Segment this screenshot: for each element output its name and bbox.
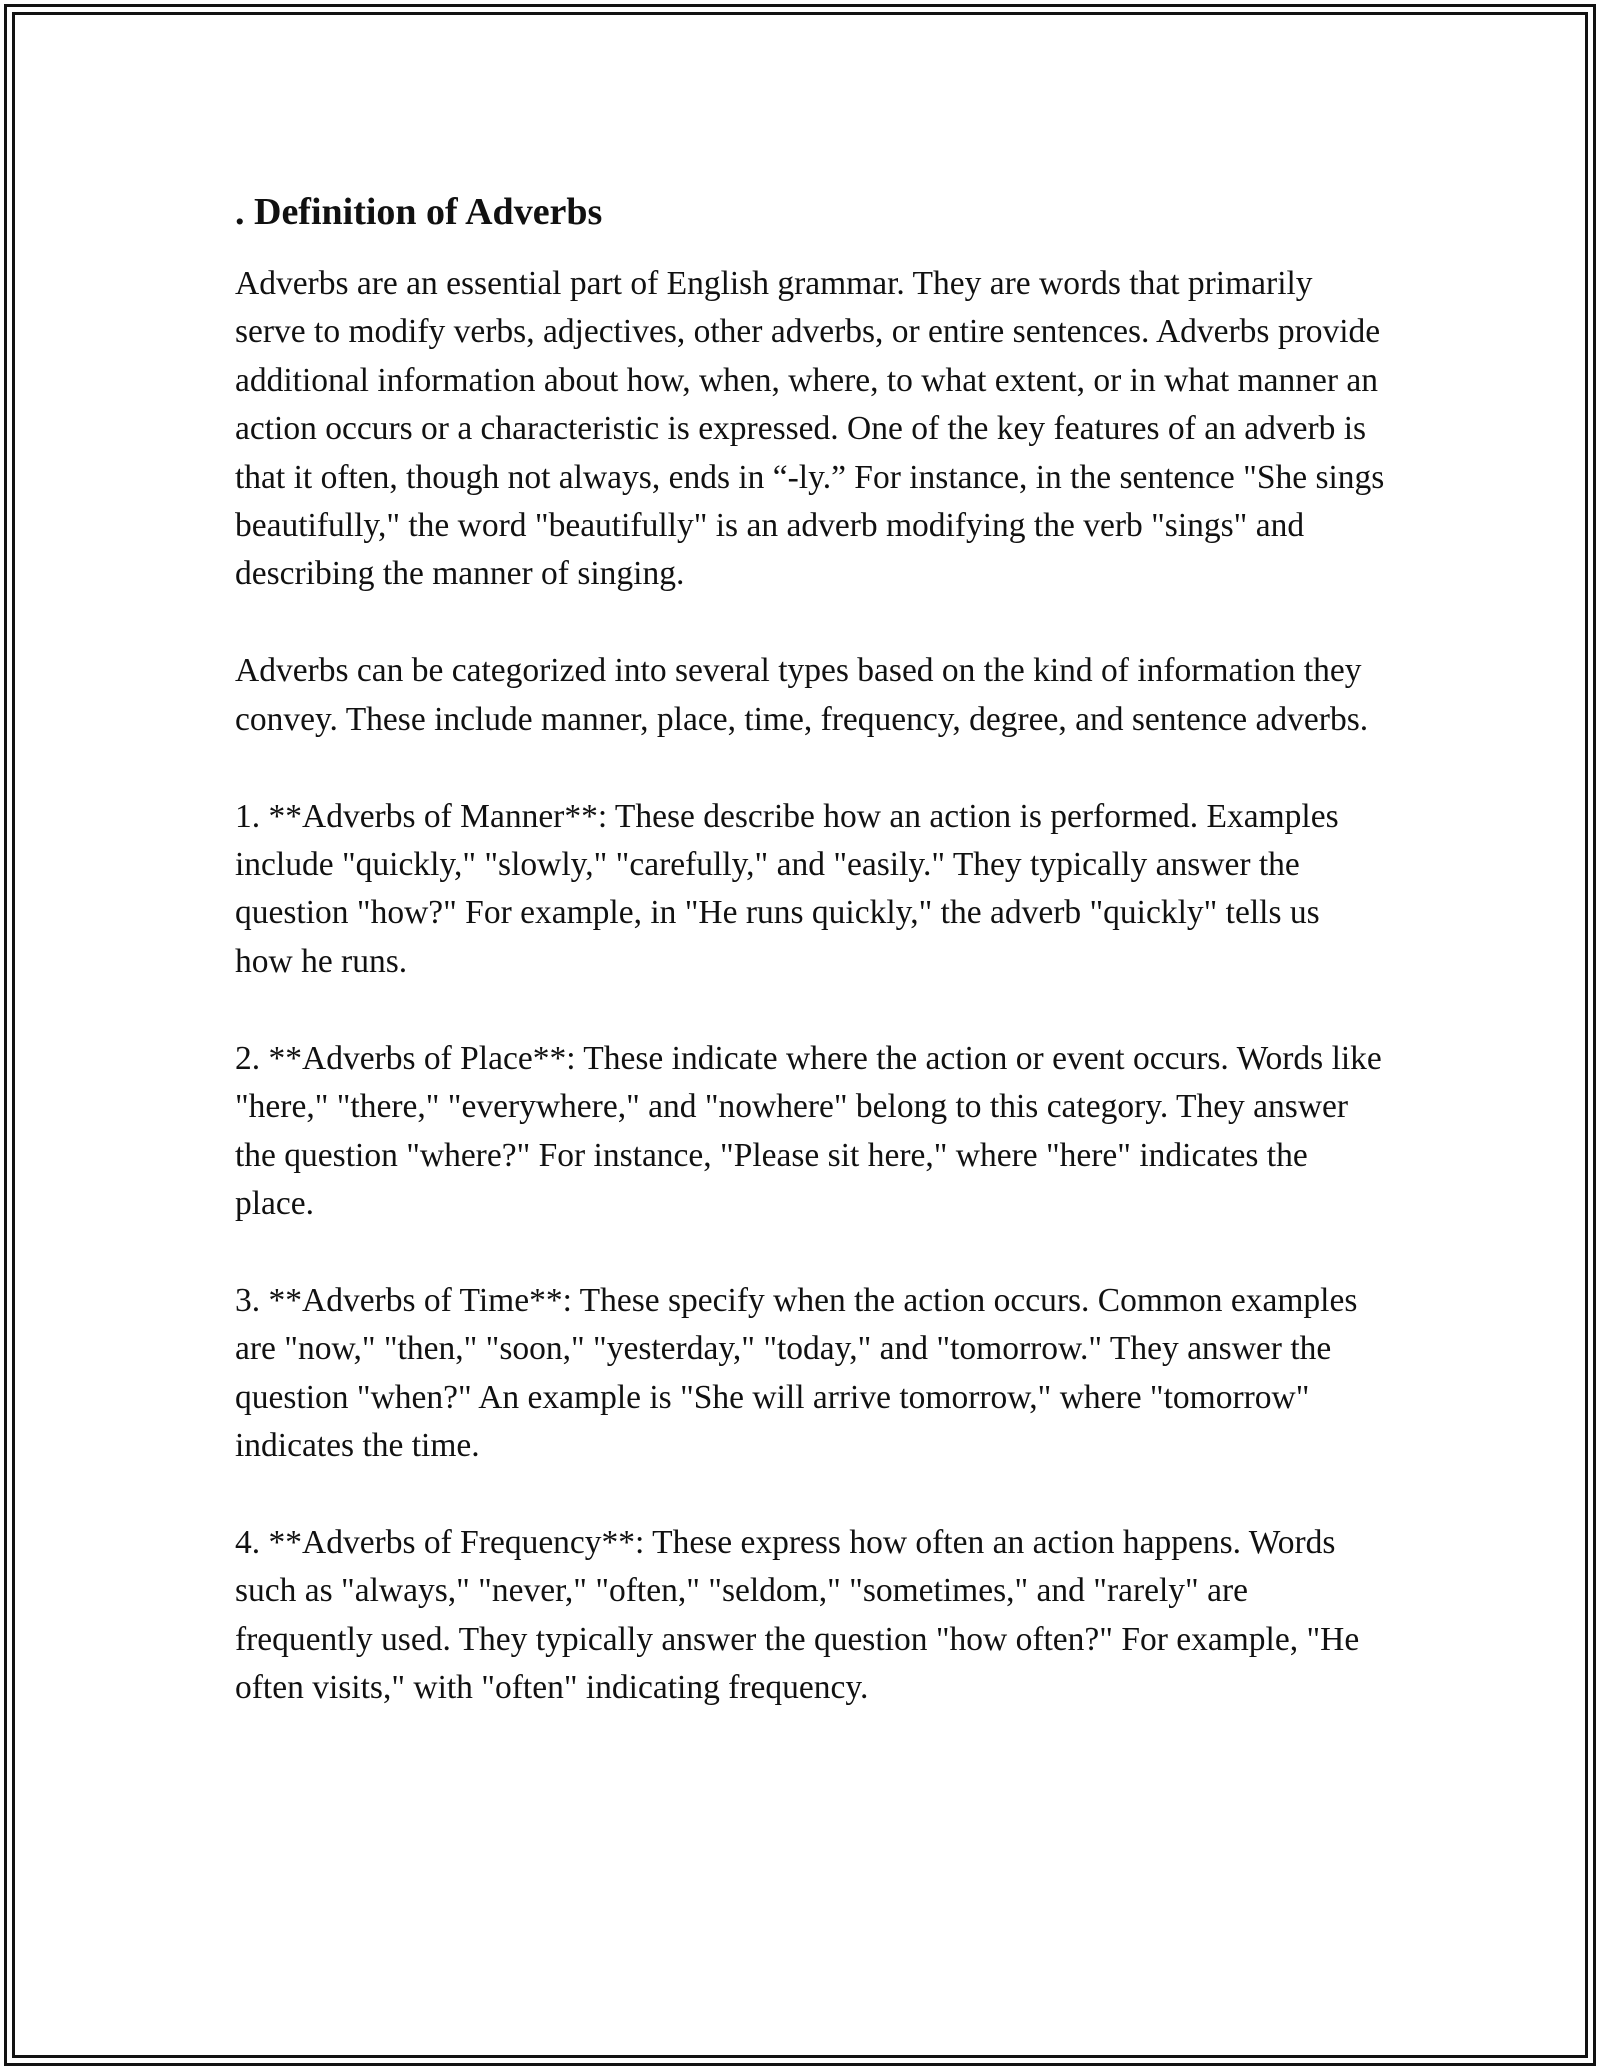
- document-body: [235, 184, 1385, 1761]
- paragraph-manner: 1. **Adverbs of Manner**: These describe how an action is performed. Examples include "quickly," "slowly," "carefully," and "easily." They typically answer the question "how?" For example, in "He runs quickly," the adverb "quickly" tells us how he runs.: [235, 797, 1339, 980]
- paragraph-categories: Adverbs can be categorized into several types based on the kind of information they convey. These include manner, place, time, frequency, degree, and sentence adverbs.: [235, 652, 1369, 738]
- paragraph-frequency: 4. **Adverbs of Frequency**: These express how often an action happens. Words such as "always," "never," "often," "seldom," "sometimes," and "rarely" are frequently used. They typically answer the question "how often?" For example, "He often visits," with "often" indicating frequency.: [235, 1524, 1360, 1707]
- section-heading: . Definition of Adverbs: [235, 191, 603, 233]
- paragraph-place: 2. **Adverbs of Place**: These indicate where the action or event occurs. Words like "here," "there," "everywhere," and "nowhere" belong to this category. They answer the question "where?" For instance, "Please sit here," where "here" indicates the place.: [235, 1039, 1382, 1222]
- paragraph-definition: Adverbs are an essential part of English grammar. They are words that primarily serve to modify verbs, adjectives, other adverbs, or entire sentences. Adverbs provide additional information about how, when, where, to what extent, or in what manner an action occurs or a characteristic is expressed. One of the key features of an adverb is that it often, though not always, ends in “-ly.” For instance, in the sentence "She sings beautifully," the word "beautifully" is an adverb modifying the verb "sings" and describing the manner of singing.: [235, 265, 1385, 593]
- paragraph-time: 3. **Adverbs of Time**: These specify when the action occurs. Common examples are "now," "then," "soon," "yesterday," "today," and "tomorrow." They answer the question "when?" An example is "She will arrive tomorrow," where "tomorrow" indicates the time.: [235, 1281, 1358, 1465]
